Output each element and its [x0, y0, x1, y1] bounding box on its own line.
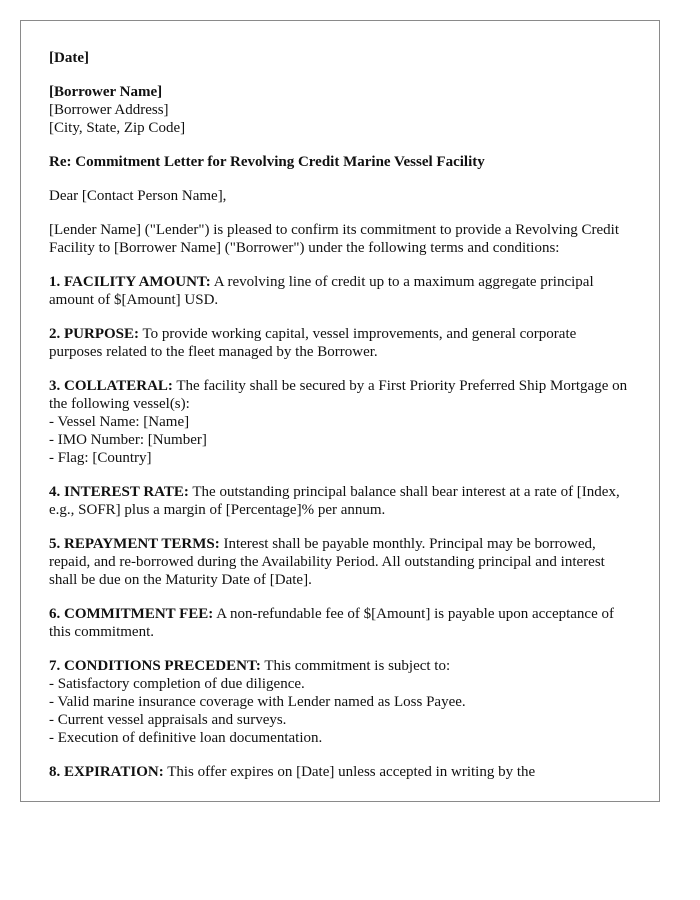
letter-intro: [Lender Name] ("Lender") is pleased to confirm its commitment to provide a Revolving Credit Facility to [Borrower Name] ("Borrower") under the following terms and conditions:	[49, 222, 619, 256]
recipient-city-line: [City, State, Zip Code]	[49, 120, 186, 136]
section-text: The outstanding principal balance shall bear interest at a rate of [Index, e.g., SOFR] plus a margin of [Percentage]% per annum.	[49, 484, 620, 518]
list-item: - Flag: [Country]	[49, 450, 152, 466]
section-facility-amount	[49, 273, 631, 309]
section-text: To provide working capital, vessel improvements, and general corporate purposes related to the fleet managed by the Borrower.	[49, 326, 577, 360]
recipient-address: [Borrower Address]	[49, 102, 169, 118]
list-item: - Execution of definitive loan documentation.	[49, 730, 323, 746]
section-expiration	[49, 763, 631, 781]
section-label: 3. COLLATERAL:	[49, 378, 173, 394]
section-text: The facility shall be secured by a First Priority Preferred Ship Mortgage on the following vessel(s):	[49, 378, 628, 412]
list-item: - Valid marine insurance coverage with Lender named as Loss Payee.	[49, 694, 466, 710]
section-label: 4. INTEREST RATE:	[49, 484, 189, 500]
letter-page	[20, 20, 660, 802]
letter-salutation: Dear [Contact Person Name],	[49, 188, 227, 204]
section-label: 7. CONDITIONS PRECEDENT:	[49, 658, 261, 674]
section-collateral	[49, 377, 631, 467]
collateral-list	[49, 413, 631, 467]
section-text: Interest shall be payable monthly. Principal may be borrowed, repaid, and re-borrowed during the Availability Period. All outstanding principal and interest shall be due on the Maturity Date of [Date].	[49, 536, 605, 588]
section-commitment-fee	[49, 605, 631, 641]
list-item: - Satisfactory completion of due diligence.	[49, 676, 305, 692]
section-label: 5. REPAYMENT TERMS:	[49, 536, 220, 552]
list-item: - IMO Number: [Number]	[49, 432, 207, 448]
list-item: - Vessel Name: [Name]	[49, 414, 190, 430]
section-interest-rate	[49, 483, 631, 519]
section-label: 8. EXPIRATION:	[49, 764, 164, 780]
list-item: - Current vessel appraisals and surveys.	[49, 712, 287, 728]
letter-content	[21, 21, 659, 781]
section-label: 2. PURPOSE:	[49, 326, 139, 342]
letter-subject: Re: Commitment Letter for Revolving Credit Marine Vessel Facility	[49, 154, 485, 170]
recipient-block	[49, 83, 631, 137]
section-label: 6. COMMITMENT FEE:	[49, 606, 214, 622]
section-text: This offer expires on [Date] unless accepted in writing by the	[163, 764, 536, 780]
section-repayment-terms	[49, 535, 631, 589]
recipient-name: [Borrower Name]	[49, 84, 163, 100]
section-purpose	[49, 325, 631, 361]
section-text: A revolving line of credit up to a maximum aggregate principal amount of $[Amount] USD.	[49, 274, 594, 308]
section-text: A non-refundable fee of $[Amount] is payable upon acceptance of this commitment.	[49, 606, 614, 640]
section-text: This commitment is subject to:	[260, 658, 451, 674]
section-conditions-precedent	[49, 657, 631, 747]
section-label: 1. FACILITY AMOUNT:	[49, 274, 211, 290]
letter-date: [Date]	[49, 50, 89, 66]
conditions-list	[49, 675, 631, 747]
